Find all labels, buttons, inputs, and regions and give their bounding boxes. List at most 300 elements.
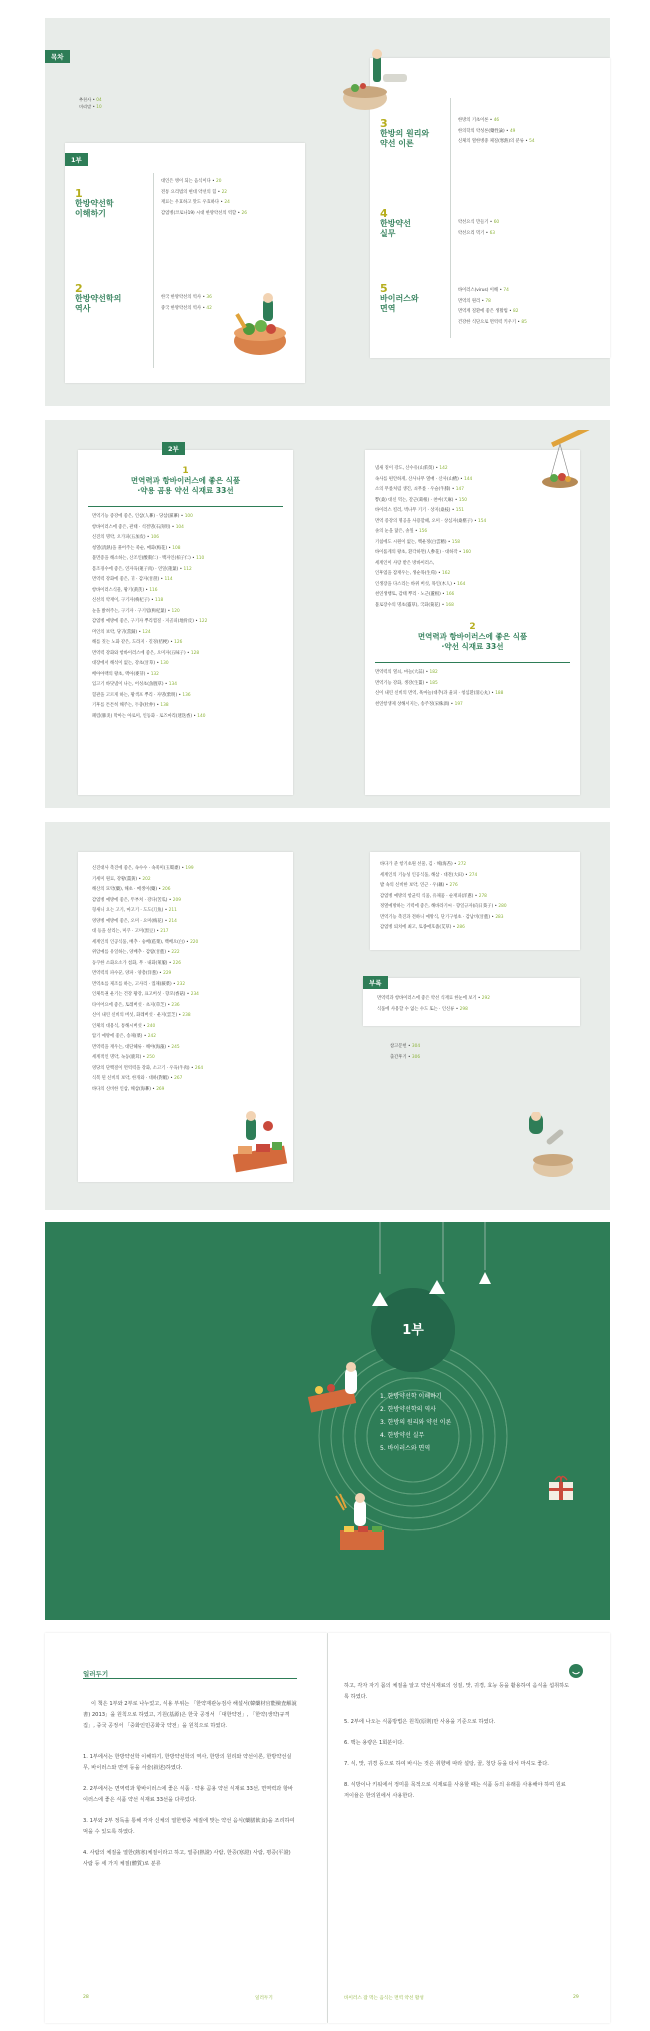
toc-item[interactable]: 정열예방하는 기력에 좋은, 해바라기씨 · 향일규자(向日葵子) • 280	[380, 904, 507, 909]
toc-item[interactable]: 대 등을 살리는, 미쿠 · 고미(黑豆) • 217	[92, 929, 169, 934]
toc-item-page: 128	[190, 650, 200, 656]
toc-item[interactable]: 바이러스(virus) 이해 • 74	[458, 288, 509, 293]
toc-item-page: 283	[495, 914, 504, 920]
toc-item-page: 112	[183, 566, 192, 572]
toc-item[interactable]: 면역력을 재우는, 대단헤류 · 해야(海藻) • 245	[92, 1044, 180, 1050]
toc-item[interactable]: 바다의 신비한 인삼, 해삼(海蔘) • 269	[92, 1086, 165, 1092]
toc-item-label: 뽕(桑) 대신 먹는, 갈근(葛根) · 천마(天麻)	[375, 497, 454, 503]
toc-item[interactable]: 신선의 약재이, 구기자(枸杞子) • 118	[92, 598, 164, 603]
toc-tag: 목차	[45, 50, 70, 63]
chef-box-illustration	[330, 1490, 410, 1560]
toc-item-page: 199	[185, 866, 194, 871]
toc-item-label: 정열예방하는 기력에 좋은, 해바라기씨 · 향일규자(向日葵子)	[380, 904, 494, 909]
toc-item[interactable]: 신이 내린 신비의 버섯, 화레버섯 · 운지(雲芝) • 238	[92, 1013, 191, 1018]
toc-item-label: 면역력 강화와 항바이러스에 좋은, 오미자(五味子)	[92, 650, 186, 656]
notes-body-right	[344, 1681, 570, 1812]
toc-item[interactable]: 불로장수의 명초(靈草), 국화(菊花) • 168	[375, 602, 454, 608]
toc-item-page: 164	[457, 581, 466, 587]
toc-item-label: 식복 된 신비의 보약, 한개와 · 대하(對蝦)	[92, 1076, 169, 1081]
toc-item-page: 276	[449, 883, 458, 888]
toc-item-page: 168	[445, 602, 454, 608]
toc-item[interactable]: 머인의 보약, 당귀(當歸) • 124	[92, 629, 151, 635]
toc-item[interactable]: 신진대사 촉진에 좋은, 속수수 · 속죽미(玉蜀黍) • 199	[92, 866, 194, 871]
toc-item-page: 188	[495, 691, 504, 696]
notes-title: 일러두기	[83, 1670, 109, 1678]
part2-left-page	[78, 445, 293, 795]
toc-intro-list	[79, 96, 102, 110]
part2-right-page	[365, 450, 580, 795]
toc-item-label: 입고기 바닷냄이 나는, 어성초(魚腥草)	[92, 682, 164, 687]
heading-title: 면역력과 항바이러스에 좋은 식품 ·약선 식재료 33선	[417, 632, 528, 651]
section-2[interactable]	[75, 283, 121, 313]
toc-item-page: 108	[172, 545, 181, 551]
toc-item[interactable]: 약선요리 먹기 • 63	[458, 230, 496, 236]
toc-item-page: 209	[172, 897, 181, 903]
toc-item-label: 바다의 신비한 인삼, 해삼(海蔘)	[92, 1086, 151, 1092]
part2-list-right-2	[375, 668, 571, 710]
section-title: 한방약선학 이해하기	[75, 199, 114, 218]
food-tray-illustration	[228, 1110, 293, 1180]
toc-item-label: 압기 예방에 좋은, 송채(菜)	[92, 1034, 143, 1039]
toc-item-page: 269	[156, 1086, 165, 1092]
toc-item-page: 274	[469, 872, 478, 878]
section-title: 한방약선 실무	[380, 219, 411, 238]
toc-item-label: 세계인의 기능성 인공식품, 해삼 · 대전(大田)	[380, 872, 464, 878]
gift-box-icon	[545, 1472, 579, 1506]
toc-item-label: 동쿠한 소화요소가 첨화, 무 · 내화(萊菔)	[92, 960, 168, 966]
toc-item-page: 130	[160, 661, 169, 666]
toc-item-page: 114	[164, 577, 173, 582]
toc-item-label: 감염병 퇴치에 최고, 토종애호즙(艾草)	[380, 925, 452, 930]
toc-item-label: 바이롭게의 왕초, 환각하면(人參花) · 대하작	[375, 550, 458, 555]
toc-item-label: 항바이러스에 좋은, 관태 · 석결명(石決明)	[92, 524, 171, 530]
note-item: 8. 식방이나 키워에서 정미를 목적으로 식재료를 사용할 때는 식품 등의 유래를 사용해야 하며 원료저이율은 한의원에서 사용한다.	[344, 1782, 566, 1799]
toc-item-page: 144	[464, 476, 473, 482]
divider	[153, 173, 154, 368]
toc-item[interactable]: 불면증을 해소하는, 산조인(酸棗仁) · 백자인(柏子仁) • 110	[92, 556, 205, 561]
section-3-items	[458, 116, 608, 148]
page-number-left: 28	[83, 1995, 89, 2000]
toc-item[interactable]: 혈관을 고르게 하는, 황색포 뿌리 · 자명(紫明) • 136	[92, 692, 191, 698]
toc-item[interactable]: 신진의 명약, 오가피(五加皮) • 106	[92, 535, 160, 540]
toc-item[interactable]: 한의학의 약성론(藥性論) • 49	[458, 128, 516, 134]
toc-item[interactable]: 인체특권 운기는 건강 황강, 표고버섯 · 향꼬(香菇) • 234	[92, 992, 199, 997]
note-item: 3. 1부와 2부 정독을 통해 각자 신체의 열한병중 체질에 맞는 약선 음식(藥膳飮食)을 조리하여 먹을 수 있도록 하였다.	[83, 1818, 295, 1835]
toc-item[interactable]: 몸조경수에 좋은, 연자육(蓮子肉) · 연잎(蓮葉) • 112	[92, 566, 192, 572]
vegetable-bowl-illustration	[225, 293, 295, 363]
toc-item-page: 116	[149, 587, 158, 593]
toc-item[interactable]: 해를 짓는 노화 같은, 도라지 · 길경(桔梗) • 126	[92, 640, 183, 645]
toc-item[interactable]: 영당의 단백질이 면역력을 강화, 소고기 · 우육(牛肉) • 264	[92, 1065, 204, 1071]
part2-cont-list-right	[380, 860, 575, 934]
toc-item[interactable]: 세계인의 인공식품, 배추 · 숭배(菘菜), 백배오(白) • 220	[92, 939, 199, 945]
toc-item-page: 124	[142, 629, 151, 635]
intro-paragraph: 이 책은 1부와 2부로 나누었고, 식용 부위는 「한약재관능검사 해설서(韓藥材官能檢査解說書) 2013」을 원칙으로 하였고, 기원(基源)은 한국 공정서 「대한약전」, 「한약(생약)규격집」, 중국 공정서 「중화인민공화국 약전」을 원칙으로 하였다.	[83, 1701, 297, 1729]
chapter-item[interactable]: 4. 한방약선 실무	[380, 1432, 425, 1439]
toc-item-label: 인생장을 다스리는 바위 버섯, 목인(木人)	[375, 581, 452, 587]
toc-item[interactable]: 식품에 사용할 수 없는 수도 또는 · 인신류 • 298	[377, 1006, 468, 1012]
running-head-left: 일러두기	[255, 1996, 273, 2001]
toc-item[interactable]: 면역력의 파수꾼, 양파 · 양총(洋葱) • 229	[92, 971, 172, 976]
notes-spread	[45, 1633, 610, 2023]
note-item: 5. 2부에 나오는 식품방법은 원칙(原則)만 사용을 기준으로 하였다.	[344, 1719, 496, 1725]
toc-item-label: 불면증을 해소하는, 산조인(酸棗仁) · 백자인(柏子仁)	[92, 556, 191, 561]
toc-item[interactable]: 대장에서 해석이 없는, 강초(甘草) • 130	[92, 661, 169, 666]
toc-item[interactable]: 면역초를 제조를 하는, 고사리 · 궐채(蕨菜) • 232	[92, 981, 186, 987]
toc-item-page: 120	[171, 608, 180, 614]
toc-item-label: 천연생행토, 감태 뿌리 · 노근(蘆根)	[375, 592, 441, 597]
heading-number: 2	[469, 622, 476, 632]
toc-item[interactable]: 인후염을 잠재우는, 생순목(生荀) • 162	[375, 571, 451, 576]
toc-item-page: 286	[456, 925, 465, 930]
toc-item-label: 천연항생제 상해서지는, 송주정(宋株酒)	[375, 701, 450, 707]
toc-item-page: 154	[478, 518, 487, 524]
toc-item-label: 솔의 눈을 닮은, 솔잎	[375, 529, 414, 534]
toc-item-label: 감염병 예방에 좋은, 뚜부쳐 · 강다(苦瓜)	[92, 897, 168, 903]
part2-cont-list-left	[92, 864, 288, 1095]
toc-item[interactable]: 바이롭게의 왕초, 환각하면(人參花) · 대하작 • 160	[375, 550, 472, 555]
chapter-item[interactable]: 1. 한방약선학 이해하기	[380, 1393, 442, 1400]
toc-item-label: 신진의 명약, 오가피(五加皮)	[92, 535, 146, 540]
section-1[interactable]	[75, 188, 114, 218]
toc-item[interactable]: 해산의 묘약(藥), 해초 · 매생이(藥) • 206	[92, 887, 171, 892]
toc-item[interactable]: 동쿠한 소화요소가 첨화, 무 · 내화(萊菔) • 226	[92, 960, 181, 966]
toc-item-page: 138	[160, 703, 169, 708]
toc-item-label: 세계적인 명약, 녹동(鹿茸)	[92, 1055, 142, 1060]
section-5-items	[458, 286, 608, 328]
toc-item-page: 106	[150, 535, 160, 540]
chapter-item[interactable]: 5. 바이러스와 면역	[380, 1445, 431, 1452]
toc-item-label: 기세미 원료, 강황(薑黃)	[92, 876, 138, 882]
toc-item-label: 기후를 튼튼히 해주는, 두충(杜仲)	[92, 703, 156, 708]
toc-item-page: 104	[175, 524, 184, 530]
toc-item-page: 250	[146, 1055, 155, 1060]
toc-item[interactable]: 배아야맥의 왕초, 맥아(麥芽) • 132	[92, 671, 159, 677]
chapter-item[interactable]: 3. 한방의 원리와 약선 이론	[380, 1419, 452, 1426]
toc-item-label: 배아야맥의 왕초, 맥아(麥芽)	[92, 671, 146, 677]
toc-item-label: 밥 속의 신비한 보약, 연근 · 우(藕)	[380, 883, 445, 888]
note-item: 6. 맥는 용량은 1회분이다.	[344, 1740, 404, 1746]
toc-item-label: 소의 무릎처럼 생긴, 쇠무릎 · 우슬(牛膝)	[375, 487, 451, 492]
toc-item-label: 인체의 대용식, 통해시버섯	[92, 1023, 142, 1029]
toc-item[interactable]: 한국 한방약선의 역사 • 36	[161, 295, 212, 300]
toc-item-label: 신이 내린 신비의 버섯, 화레버섯 · 운지(雲芝)	[92, 1013, 178, 1018]
toc-item-label: 형새니 요는 고기, 마고기 · 도도(刀魚)	[92, 908, 164, 913]
toc-item-page: 136	[182, 692, 191, 698]
toc-item-label: 혈관을 고르게 하는, 황색포 뿌리 · 자명(紫明)	[92, 692, 178, 698]
toc-item[interactable]: 약선요식 만들기 • 60	[458, 220, 500, 225]
toc-item-page: 272	[457, 862, 467, 867]
divider	[450, 98, 451, 338]
toc-item-label: 청열(淸熱)을 풀어주는 죽순, 매화(梅花)	[92, 545, 168, 551]
toc-item[interactable]: 폐렴(肺炎) 막아는 아로미, 인동화 · 로즈마리(迷迭香) • 140	[92, 713, 206, 719]
toc-item-label: 세계인이 사랑 받은 방바이러스,	[375, 560, 435, 566]
toc-item-page: 142	[439, 466, 448, 471]
toc-item[interactable]: 재료는 우효하고 맛도 우효하다 • 24	[161, 200, 230, 205]
toc-item[interactable]: 인생장을 다스리는 바위 버섯, 목인(木人) • 164	[375, 581, 466, 587]
toc-item-label: 감염병 예방에 좋은, 구기자 뿌리껍질 · 지골피(地骨皮)	[92, 619, 194, 624]
toc-item-page: 214	[168, 918, 177, 924]
mortar-chef-illustration	[335, 48, 415, 118]
toc-item[interactable]: 면역기능 촉진과 전하니 예방식, 단기구청초 · 감남비(甘藍) • 283	[380, 914, 504, 920]
toc-item[interactable]: 눈을 밝혀주는, 구기자 · 구기엽(枸杞葉) • 120	[92, 608, 180, 614]
toc-item-page: 118	[154, 598, 164, 603]
toc-item[interactable]: 솔의 눈을 닮은, 솔잎 • 156	[375, 529, 428, 534]
toc-item[interactable]: 감염병 예방에 좋은, 뚜부쳐 · 강다(苦瓜) • 209	[92, 897, 181, 903]
toc-item-page: 158	[451, 539, 460, 545]
part-title: 1부	[402, 1323, 424, 1338]
toc-item-label: 인체특권 운기는 건강 황강, 표고버섯 · 향꼬(香菇)	[92, 992, 186, 997]
chapter-item[interactable]: 2. 한방약선학의 역사	[380, 1406, 436, 1413]
toc-item-label: 바다가 준 항기초원 선물, 김 · 해(海苔)	[380, 862, 453, 867]
toc-item[interactable]: 천연생행토, 감태 뿌리 · 노근(蘆根) • 166	[375, 592, 455, 597]
toc-item-page: 122	[199, 619, 208, 624]
toc-item-label: 속사를 편안하게, 산사나무 열매 · 산사(山楂)	[375, 476, 459, 482]
smile-badge-icon	[568, 1663, 584, 1679]
toc-item[interactable]: 속사를 편안하게, 산사나무 열매 · 산사(山楂) • 144	[375, 476, 473, 482]
toc-item-page: 202	[142, 876, 151, 882]
toc-item-label: 면역기능 증강에 좋은, 인삼(人蔘) · 당삼(黨蔘)	[92, 514, 180, 519]
toc-intro-item[interactable]: 추천사 • 04	[79, 97, 102, 102]
chapter-list	[380, 1390, 451, 1455]
toc-item[interactable]: 참고문헌 • 304	[390, 1044, 421, 1049]
section-number: 3	[380, 117, 388, 130]
notes-left-page	[45, 1633, 327, 2023]
toc-item[interactable]: 면역 증강의 명공을 사용할때, 오미 · 상심자(桑椹子) • 154	[375, 518, 487, 524]
toc-item[interactable]: 감염병 예방의 항균력 식품, 유채품 · 순재피(洋蔥) • 278	[380, 893, 487, 899]
toc-item-label: 기침에도 시원이 없는, 백운정(白雲精)	[375, 539, 447, 545]
toc-item-page: 229	[163, 971, 172, 976]
toc-item-page: 206	[162, 887, 171, 892]
toc-item-page: 278	[478, 893, 487, 899]
page-number-right: 29	[573, 1995, 579, 2000]
toc-item[interactable]: 면역계 질환에 좋은 생활법 • 82	[458, 309, 519, 314]
section-title: 바이러스와 면역	[380, 294, 419, 313]
heading-rule	[375, 662, 570, 663]
toc-item-label: 해를 짓는 노화 같은, 도라지 · 길경(桔梗)	[92, 640, 169, 645]
toc-item-page: 264	[194, 1065, 204, 1071]
toc-item[interactable]: 면역력의 열쇠, 마늘(大蒜) • 182	[375, 670, 438, 675]
section-number: 4	[380, 207, 388, 220]
toc-item[interactable]: 밥 속의 신비한 보약, 연근 · 우(藕) • 276	[380, 883, 458, 888]
toc-item-page: 100	[184, 514, 193, 519]
toc-item[interactable]: 영양병 예방에 좋은, 오미 · 요미(梅花) • 214	[92, 918, 177, 924]
toc-item[interactable]: 기후를 튼튼히 해주는, 두충(杜仲) • 138	[92, 703, 169, 708]
toc-item[interactable]: 한방의 기초이론 • 46	[458, 118, 500, 123]
heading-block	[78, 466, 293, 496]
toc-item-label: 면역기능 강화, 생강(生薑)	[375, 680, 425, 686]
toc-item-label: 폐렴(肺炎) 막아는 아로미, 인동화 · 로즈마리(迷迭香)	[92, 713, 193, 719]
toc-item[interactable]: 감염병 퇴치에 최고, 토종애호즙(艾草) • 286	[380, 925, 465, 930]
toc-item[interactable]: 바이러스 킬러, 벽나무 기기 · 상지(桑枝) • 151	[375, 508, 464, 513]
part1-opener-spread	[45, 1222, 610, 1620]
toc-item-page: 110	[196, 556, 205, 561]
toc-item[interactable]: 신체의 열한병중 체질(寒熱)의 분류 • 54	[458, 139, 535, 144]
toc-item[interactable]: 세계적인 명약, 녹동(鹿茸) • 250	[92, 1055, 155, 1060]
toc-item-page: 166	[446, 592, 455, 597]
toc-item-page: 280	[498, 904, 507, 909]
note-item: 7. 식, 맛, 귀경 등으로 하여 바시는 것은 취향에 따라 설탕, 꿀, 청당 등을 타서 마셔도 좋다.	[344, 1761, 549, 1767]
toc-item[interactable]: 기침에도 시원이 없는, 백운정(白雲精) • 158	[375, 539, 460, 545]
toc-right-page	[370, 58, 610, 358]
toc-item[interactable]: 청열(淸熱)을 풀어주는 죽순, 매화(梅花) • 108	[92, 545, 181, 551]
toc-item[interactable]: 타이어요에 좋은, 토레버섯 · 초지(草芝) • 236	[92, 1002, 180, 1008]
toc-item[interactable]: 입고기 바닷냄이 나는, 어성초(魚腥草) • 134	[92, 682, 177, 687]
toc-item-page: 150	[458, 497, 467, 503]
toc-item-label: 머인의 보약, 당귀(當歸)	[92, 629, 138, 635]
toc-spread-3	[45, 822, 610, 1210]
toc-item[interactable]: 면역기능 증강에 좋은, 인삼(人蔘) · 당삼(黨蔘) • 100	[92, 514, 193, 519]
toc-item-page: 197	[454, 701, 463, 707]
toc-item[interactable]	[375, 559, 571, 570]
toc-item[interactable]: 항바이러스에 좋은, 관태 · 석결명(石決明) • 104	[92, 524, 184, 530]
toc-item-label: 면역초를 제조를 하는, 고사리 · 궐채(蕨菜)	[92, 981, 172, 987]
toc-item-label: 감염병 예방의 항균력 식품, 유채품 · 순재피(洋蔥)	[380, 893, 474, 899]
toc-left-page	[45, 18, 307, 406]
heading-title: 면역력과 항바이러스에 좋은 식품 ·약용 곰용 약선 식재료 33선	[130, 476, 241, 495]
appendix-tag: 부록	[363, 976, 388, 989]
toc-item[interactable]: 압기 예방에 좋은, 송채(菜) • 242	[92, 1034, 156, 1039]
section-1-items	[161, 177, 301, 219]
section-3[interactable]	[380, 118, 429, 148]
part2-list-right	[375, 464, 571, 611]
section-number: 5	[380, 282, 388, 295]
toc-item-page: 240	[147, 1023, 156, 1029]
note-item: 4. 사람의 체질을 열한(熱寒)체질이라고 하고, 열증(熱證) 사람, 한증(寒證) 사람, 평증(平證) 사람 등 세 가지 체질(體質)로 분류	[83, 1850, 291, 1867]
toc-item-page: 267	[174, 1076, 183, 1081]
running-head-right: 바이러스 잡 먹는 음식는 면역 약선 활성	[344, 1996, 424, 2001]
section-number: 2	[75, 282, 83, 295]
toc-item-page: 140	[197, 713, 206, 719]
toc-item-label: 대장에서 해석이 없는, 강초(甘草)	[92, 661, 156, 666]
toc-item[interactable]: 천연항생제 상해서지는, 송주정(宋株酒) • 197	[375, 701, 463, 707]
toc-item-label: 위암예를 유일하는, 양배추 · 감람(甘藍)	[92, 950, 167, 955]
part2-list-left	[92, 512, 288, 722]
toc-item[interactable]: 출간후기 • 306	[390, 1054, 421, 1060]
back-matter-list	[390, 1042, 510, 1063]
toc-item-page: 245	[171, 1044, 180, 1050]
toc-item[interactable]: 기세미 원료, 강황(薑黃) • 202	[92, 876, 151, 882]
toc-item-label: 눈을 밝혀주는, 구기자 · 구기엽(枸杞葉)	[92, 608, 167, 614]
part-tag: 1부	[65, 153, 88, 166]
appendix-card	[363, 978, 580, 1026]
toc-item-label: 면역력의 열쇠, 마늘(大蒜)	[375, 670, 425, 675]
part1-card	[65, 143, 305, 383]
toc-item-label: 영양병 예방에 좋은, 오미 · 요미(梅花)	[92, 918, 164, 924]
toc-item[interactable]: 인체의 대용식, 통해시버섯 • 240	[92, 1023, 156, 1029]
toc-item-page: 236	[171, 1002, 180, 1008]
heading-number: 1	[182, 466, 189, 476]
toc-item-label: 인후염을 잠재우는, 생순목(生荀)	[375, 571, 437, 576]
toc-item[interactable]: 형새니 요는 고기, 마고기 · 도도(刀魚) • 211	[92, 908, 177, 913]
toc-item-page: 156	[418, 529, 428, 534]
toc-item-label: 불로장수의 명초(靈草), 국화(菊花)	[375, 602, 441, 608]
appendix-list	[377, 994, 577, 1015]
toc-item-label: 신이 내린 신비의 면역, 흑마늘(대추)과 율피 · 청심환(淸心丸)	[375, 691, 490, 696]
toc-item-page: 182	[429, 670, 438, 675]
toc-item-page: 147	[455, 487, 464, 492]
note-item: 1. 1부에서는 한방약선학 이해하기, 한방약선학의 역사, 한방의 원리와 약선이론, 한방약선실무, 바이러스와 면역 등을 서술(敍述)하였다.	[83, 1754, 292, 1771]
section-number: 1	[75, 187, 83, 200]
toc-item[interactable]: 면역력 강화와 항바이러스에 좋은, 오미자(五味子) • 128	[92, 650, 200, 656]
toc-item-label: 영당의 단백질이 면역력을 강화, 소고기 · 우육(牛肉)	[92, 1065, 190, 1071]
toc-item[interactable]: 면역의 원리 • 78	[458, 298, 491, 304]
notes-right-page	[328, 1633, 610, 2023]
toc-item-label: 냄새 짙이 강도, 산수유(山茱萸)	[375, 466, 435, 471]
toc-item-page: 232	[176, 981, 186, 987]
toc-item[interactable]: 면역력과 항바이러스에 좋은 약선 식재료 한눈에 보기 • 292	[377, 996, 490, 1001]
toc-item-page: 185	[429, 680, 438, 686]
section-title: 한방약선학의 역사	[75, 294, 122, 313]
heading-rule	[88, 506, 283, 507]
toc-item-page: 134	[168, 682, 177, 687]
toc-item[interactable]: 면역기능 강화, 생강(生薑) • 185	[375, 680, 438, 686]
toc-item[interactable]: 위암예를 유일하는, 양배추 · 감람(甘藍) • 222	[92, 950, 180, 955]
toc-item-page: 132	[150, 671, 159, 677]
toc-item[interactable]: 대인은 병이 되는 음식이다 • 20	[161, 179, 222, 184]
toc-spread-1	[45, 18, 610, 406]
notes-body	[83, 1699, 297, 1880]
toc-item[interactable]: 항바이러스식물, 황기(黃芪) • 116	[92, 587, 158, 593]
toc-item-label: 해산의 묘약(藥), 해초 · 매생이(藥)	[92, 887, 158, 892]
toc-item-page: 160	[462, 550, 472, 555]
toc-intro-item[interactable]: 머리말 • 10	[79, 104, 102, 109]
section-4[interactable]	[380, 208, 411, 238]
toc-item-label: 면역력을 재우는, 대단헤류 · 해야(海藻)	[92, 1044, 167, 1050]
part-tag: 2부	[162, 442, 185, 455]
toc-item-page: 217	[160, 929, 169, 934]
toc-item-label: 몸조경수에 좋은, 연자육(蓮子肉) · 연잎(蓮葉)	[92, 566, 179, 572]
toc-item-page: 242	[147, 1034, 156, 1039]
toc-item-label: 면역력 강화에 좋은, 귀 · 감자(甘蔗)	[92, 577, 160, 582]
toc-item-page: 222	[171, 950, 180, 955]
toc-item-page: 234	[190, 992, 199, 997]
toc-item[interactable]: 건강한 식단으로 면역력 키우기 • 85	[458, 319, 527, 325]
toc-item[interactable]: 뽕(桑) 대신 먹는, 갈근(葛根) · 천마(天麻) • 150	[375, 497, 467, 503]
section-title: 한방의 원리와 약선 이론	[380, 129, 430, 148]
mortar-pestle-illustration	[523, 1112, 583, 1187]
toc-item-label: 세계인의 인공식품, 배추 · 숭배(菘菜), 백배오(白)	[92, 939, 185, 945]
section-5[interactable]	[380, 283, 419, 313]
toc-item[interactable]: 중국 한방약선의 역사 • 42	[161, 305, 212, 311]
toc-item[interactable]: 소의 무릎처럼 생긴, 쇠무릎 · 우슬(牛膝) • 147	[375, 487, 464, 492]
note-item: 2. 2부에서는 면역력과 항바이러스에 좋은 식품 · 약용 곰용 약선 식재료 33선, 면역력과 항바이러스에 좋은 식품 약선 식재료 33선을 다루었다.	[83, 1786, 293, 1803]
heading-block-2	[365, 622, 580, 652]
toc-item[interactable]: 바다가 준 항기초원 선물, 김 · 해(海苔) • 272	[380, 862, 467, 867]
toc-item[interactable]: 면역력 강화에 좋은, 귀 · 감자(甘蔗) • 114	[92, 577, 173, 582]
toc-item[interactable]: 감염병(코로나19) 시대 한방약선의 역할 • 26	[161, 210, 247, 216]
toc-spread-2	[45, 420, 610, 808]
toc-item-page: 238	[182, 1013, 191, 1018]
toc-item-label: 면역력의 파수꾼, 양파 · 양총(洋葱)	[92, 971, 158, 976]
toc-item-label: 면역 증강의 명공을 사용할때, 오미 · 상심자(桑椹子)	[375, 518, 473, 524]
toc-item[interactable]: 감염병 예방에 좋은, 구기자 뿌리껍질 · 지골피(地骨皮) • 122	[92, 619, 208, 624]
toc-item-page: 126	[174, 640, 183, 645]
toc-item[interactable]: 식복 된 신비의 보약, 한개와 · 대하(對蝦) • 267	[92, 1076, 183, 1081]
toc-item[interactable]: 전통 요리법의 현대 약선의 힘 • 22	[161, 189, 228, 195]
part2-cont-right-card	[370, 852, 580, 950]
toc-item[interactable]: 신이 내린 신비의 면역, 흑마늘(대추)과 율피 · 청심환(淸心丸) • 188	[375, 691, 504, 696]
toc-item[interactable]: 세계인의 기능성 인공식품, 해삼 · 대전(大田) • 274	[380, 872, 478, 878]
toc-item-page: 211	[168, 908, 177, 913]
toc-item-page: 151	[455, 508, 464, 513]
toc-item[interactable]: 냄새 짙이 강도, 산수유(山茱萸) • 142	[375, 466, 448, 471]
toc-item-label: 바이러스 킬러, 벽나무 기기 · 상지(桑枝)	[375, 508, 451, 513]
toc-item-page: 226	[172, 960, 181, 966]
title-rule	[83, 1678, 297, 1679]
toc-item-label: 신선의 약재이, 구기자(枸杞子)	[92, 598, 150, 603]
chef-tray-illustration	[303, 1362, 383, 1422]
